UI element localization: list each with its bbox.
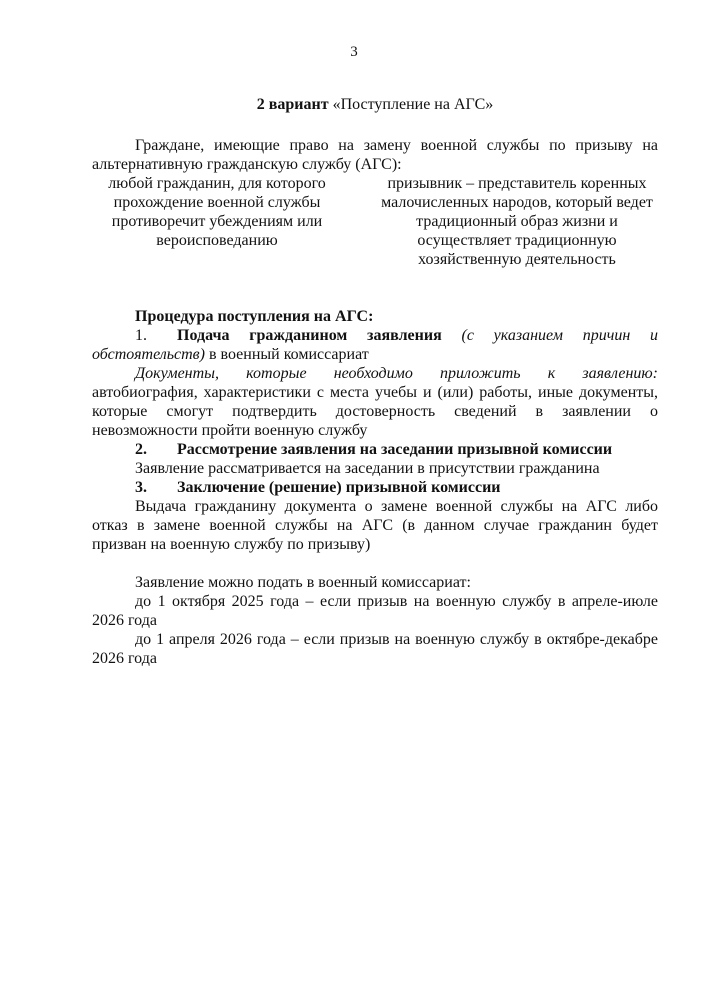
- step-2: [92, 440, 658, 459]
- document-body: [92, 136, 658, 668]
- page-number: 3: [350, 44, 358, 60]
- deadline-item-1: до 1 октября 2025 года – если призыв на военную службу в апреле-июле 2026 года: [92, 593, 658, 629]
- intro-paragraph: Граждане, имеющие право на замену военной службы по призыву на альтернативную гражданскую службу (АГС):: [92, 137, 658, 173]
- spacer: [92, 554, 658, 573]
- documents-label: Документы, которые необходимо приложить к заявлению:: [135, 365, 658, 382]
- procedure-heading: Процедура поступления на АГС:: [135, 308, 374, 325]
- step-3-text: Выдача гражданину документа о замене военной службы на АГС либо отказ в замене военной службы на АГС (в данном случае гражданин будет призван на военную службу по призыву): [92, 498, 658, 553]
- step-2-title: Рассмотрение заявления на заседании призывной комиссии: [177, 441, 613, 458]
- eligibility-left-column: любой гражданин, для которого прохождение военной службы противоречит убеждениям или вероисповеданию: [108, 175, 326, 249]
- spacer: [92, 288, 658, 307]
- eligibility-right-column: призывник – представитель коренных малочисленных народов, который ведет традиционный образ жизни и осуществляет традиционную хозяйственную деятельность: [381, 175, 653, 268]
- step-1-number: 1.: [135, 327, 147, 344]
- title-subject: «Поступление на АГС»: [332, 96, 494, 113]
- step-2-number: 2.: [135, 441, 147, 458]
- step-1-note: (с указанием причин и обстоятельств): [92, 327, 659, 363]
- title-variant: 2 вариант: [256, 96, 329, 113]
- eligibility-columns: [92, 174, 658, 269]
- page-title: [92, 95, 658, 114]
- deadline-item-2: до 1 апреля 2026 года – если призыв на военную службу в октябре-декабре 2026 года: [92, 631, 658, 667]
- step-2-text: Заявление рассматривается на заседании в присутствии гражданина: [135, 460, 600, 477]
- deadlines-intro: Заявление можно подать в военный комиссариат:: [135, 574, 471, 591]
- step-3-number: 3.: [135, 479, 147, 496]
- step-1: [92, 326, 658, 364]
- step-1-tail: в военный комиссариат: [208, 346, 369, 363]
- documents-text: автобиография, характеристики с места учебы и (или) работы, иные документы, которые смогут подтвердить достоверность сведений в заявлении о невозможности пройти военную службу: [92, 384, 658, 439]
- step-1-title: Подача гражданином заявления: [177, 327, 442, 344]
- step-3: [92, 478, 658, 497]
- step-3-title: Заключение (решение) призывной комиссии: [177, 479, 501, 496]
